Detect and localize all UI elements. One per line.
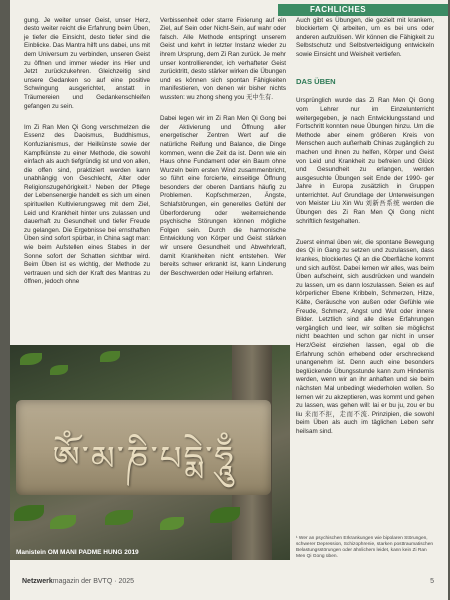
paragraph: Im Zi Ran Men Qi Gong verschmelzen die Essenz des Daoismus, Buddhismus, Konfuzianismus, der Heilkünste sowie der Kampfkünste zu einer Methode, die sowohl einfach als auch tiefgründig ist und von allen, die offen sind, praktiziert werden kann unabhängig von Geschlecht, Alter oder Religionszugehörigkeit.¹ Neben der Pflege der Lebensenergie handelt es sich um einen spirituellen Kultivierungsweg mit dem Ziel, Leid und Krankheit hinter uns zulassen und dauerhaft zu Gesundheit und tiefer Freude zu gelangen. Die Ergebnisse bei ernsthaften Üben sind sofort spürbar, in China sagt man: wie beim Aufstellen eines Stabes in der Sonne sofort der Schatten sichtbar wird. Beim Üben ist es wichtig, der Methode zu vertrauen und sich der Kraft des Mantras zu öffnen, jedoch ohne [24, 123, 150, 286]
footer-magazine [22, 578, 134, 585]
paragraph: Zuerst einmal üben wir, die spontane Bewegung des Qi in Gang zu setzen und zuzulassen, dass krankes, blockiertes Qi an die Oberfläche kommt und sich auflöst. Dabei lernen wir alles, was beim Üben aufscheint, sich ausdrücken und wandeln zu lassen, um es dann loszulassen. Seien es auf körperlicher Ebene Kribbeln, Schmerzen, Hitze, Kälte, Geräusche von außen oder Gefühle wie Freude, Schmerz, Angst und Wut oder innere Bilder. Letztlich sind alle diese Erfahrungen vergänglich und leer, wir sollten sie möglichst nicht beachten und schon gar nicht in unser Herz/Geist einziehen lassen, egal ob die Erfahrung schön erhebend oder erschreckend unangenehm ist. Denn auch eine besonders beglückende Übungsstunde kann zum Hindernis werden, wenn wir an ihr anhaften und sie beim nächsten Mal unbedingt wiederholen wollen. So lernen wir zu akzeptieren, was kommt und gehen zu lassen, was gehen will: lai er bu ju, zou er bu liu 来而不拒，走而不流. Prinzipien, die sowohl beim Üben als auch im täglichen Leben sehr heilsam sind. [296, 238, 434, 435]
footer-brand: Netzwerk [22, 578, 53, 585]
carved-stone [16, 400, 271, 495]
footnote: ¹ Wer an psychischen Erkrankungen wie bipolaren Störungen, schwerer Depression, Schizophrenie, starken posttraumatischen Belastungsstörungen oder ähnlichem leidet, kann kein Zi Ran Men Qi Gong üben. [296, 536, 434, 559]
photo-caption: Manistein OM MANI PADME HUNG 2019 [16, 549, 139, 556]
leaf-shape [105, 510, 133, 525]
leaf-shape [50, 365, 68, 375]
mantra-carving: ཨོཾ་མ་ཎི་པདྨེ་ཧཱུྃ [52, 439, 236, 479]
page-number: 5 [430, 578, 434, 585]
leaf-shape [160, 517, 184, 530]
section-header: FACHLICHES [278, 4, 448, 16]
paragraph: Ursprünglich wurde das Zi Ran Men Qi Gong vom Lehrer nur im Einzelunterricht weitergegeben, je nach Entwicklungsstand und Fortschritt konnten neue Übungen hinzu. Um die Methode aber einem größeren Kreis von Menschen auch außerhalb Chinas zugänglich zu machen und ihnen zu helfen, Körper und Geist von Leid und Krankheit zu befreien und Glück und Gesundheit zu erlangen, werden ausgesuchte Übungen seit Ende der 1990- ger Jahre in Europa zusätzlich in Gruppen unterrichtet. Auf Grundlage der Unterweisungen von Meister Liu Xin Wu 刘新吾系统 werden die Übungen des Zi Ran Men Qi Gong nicht schriftlich festgehalten. [296, 97, 434, 225]
paragraph: gung. Je weiter unser Geist, unser Herz, desto weiter reicht die Erfahrung beim Üben, je tiefer die Einsicht, desto tiefer sind die Einblicke. Das Mantra hilft uns dabei, uns mit dem Universum zu verbinden, unseren Geist zu öffnen und immer wieder ins Hier und Jetzt zurückzukehren. Gleichzeitig sind unsere Gedanken so auf eine positive Schwingung ausgerichtet, anstatt in Träumereien und Gedankenschleifen gefangen zu sein. [24, 16, 150, 110]
paragraph: Verbissenheit oder starre Fixierung auf ein Ziel, auf Sein oder Nicht-Sein, auf wahr oder falsch. Alle Methode entspringt unserem Geist und kehrt in letzter Instanz wieder zu ihrem Ursprung, dem Zi Ran zurück. Je mehr unser kontrollierender, ich verhafteter Geist zurücktritt, desto stärker wirken die Übungen und es können sich spontan Fähigkeiten manifestieren, von denen wir bisher nichts wussten: wu zhong sheng you 无中生有. [160, 16, 286, 101]
paragraph: Dabei legen wir im Zi Ran Men Qi Gong bei der Aktivierung und Öffnung aller energetischer Zentren Wert auf die natürliche Reifung und Balance, die Dinge kommen, wenn die Zeit da ist. Denn wie ein Haus ohne Fundament oder ein Baum ohne Wurzeln beim ersten Wind zusammenbricht, so führt eine forcierte, einseitige Öffnung besonders der oberen Dantians häufig zu Problemen. Kopfschmerzen, Ängste, Schlafstörungen, ein generelles Gefühl der Überforderung oder weiterreichende psychische Störungen können mögliche Folgen sein. Durch die harmonische Entwicklung von Körper und Geist stärken wir unsere Gesundheit und Abwehrkraft, damit Krankheiten nicht entstehen. Wer bereits schwer erkrankt ist, kann Linderung der Beschwerden oder Heilung erfahren. [160, 115, 286, 277]
paragraph: Auch gibt es Übungen, die gezielt mit krankem, blockiertem Qi arbeiten, um es bei uns oder anderen aufzulösen. Wir können die Fähigkeit zu Selbstschutz und Selbstverteidigung entwickeln sowie Einsicht und Weisheit vertiefen. [296, 16, 434, 58]
text-column-1 [24, 8, 150, 300]
section-heading: DAS ÜBEN [296, 77, 336, 87]
leaf-shape [20, 353, 42, 365]
magazine-page [10, 0, 448, 600]
leaf-shape [14, 505, 44, 521]
text-column-3 [296, 8, 434, 449]
mani-stone-photo [10, 345, 290, 560]
footer-issue: magazin der BVTQ · 2025 [52, 578, 135, 585]
leaf-shape [50, 515, 76, 529]
leaf-shape [100, 351, 120, 362]
text-column-2 [160, 8, 286, 291]
